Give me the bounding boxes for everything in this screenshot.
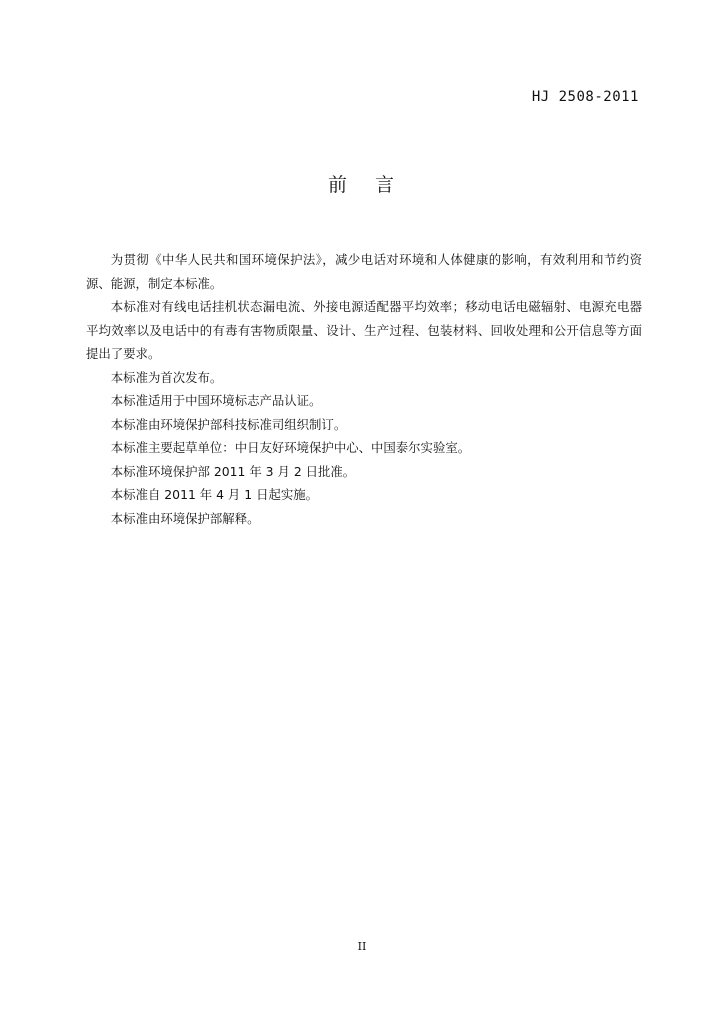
document-code: HJ 2508-2011 xyxy=(531,89,639,105)
title-char-1: 前 xyxy=(327,174,349,196)
paragraph-first-release: 本标准为首次发布。 xyxy=(110,369,223,385)
paragraph-drafters: 本标准主要起草单位：中日友好环境保护中心、中国泰尔实验室。 xyxy=(110,440,471,455)
paragraph-scope: 本标准对有线电话挂机状态漏电流、外接电源适配器平均效率；移动电话电磁辐射、电源充电器平均效率以及电话中的有毒有害物质限量、设计、生产过程、包装材料、回收处理和公开信息等方面提出了要求。 xyxy=(86,299,642,361)
paragraph-purpose: 为贯彻《中华人民共和国环境保护法》，减少电话对环境和人体健康的影响，有效利用和节约资源、能源，制定本标准。 xyxy=(86,252,642,291)
page-title xyxy=(0,170,724,197)
paragraph-interpretation: 本标准由环境保护部解释。 xyxy=(110,510,260,526)
title-char-2: 言 xyxy=(375,174,397,196)
paragraph-effective-date: 本标准自 2011 年 4 月 1 日起实施。 xyxy=(110,487,319,502)
paragraph-approval: 本标准环境保护部 2011 年 3 月 2 日批准。 xyxy=(110,463,356,479)
foreword-body xyxy=(86,248,642,530)
page-number: II xyxy=(357,940,367,953)
paragraph-application: 本标准适用于中国环境标志产品认证。 xyxy=(110,393,322,408)
paragraph-organizer: 本标准由环境保护部科技标准司组织制订。 xyxy=(110,416,347,432)
